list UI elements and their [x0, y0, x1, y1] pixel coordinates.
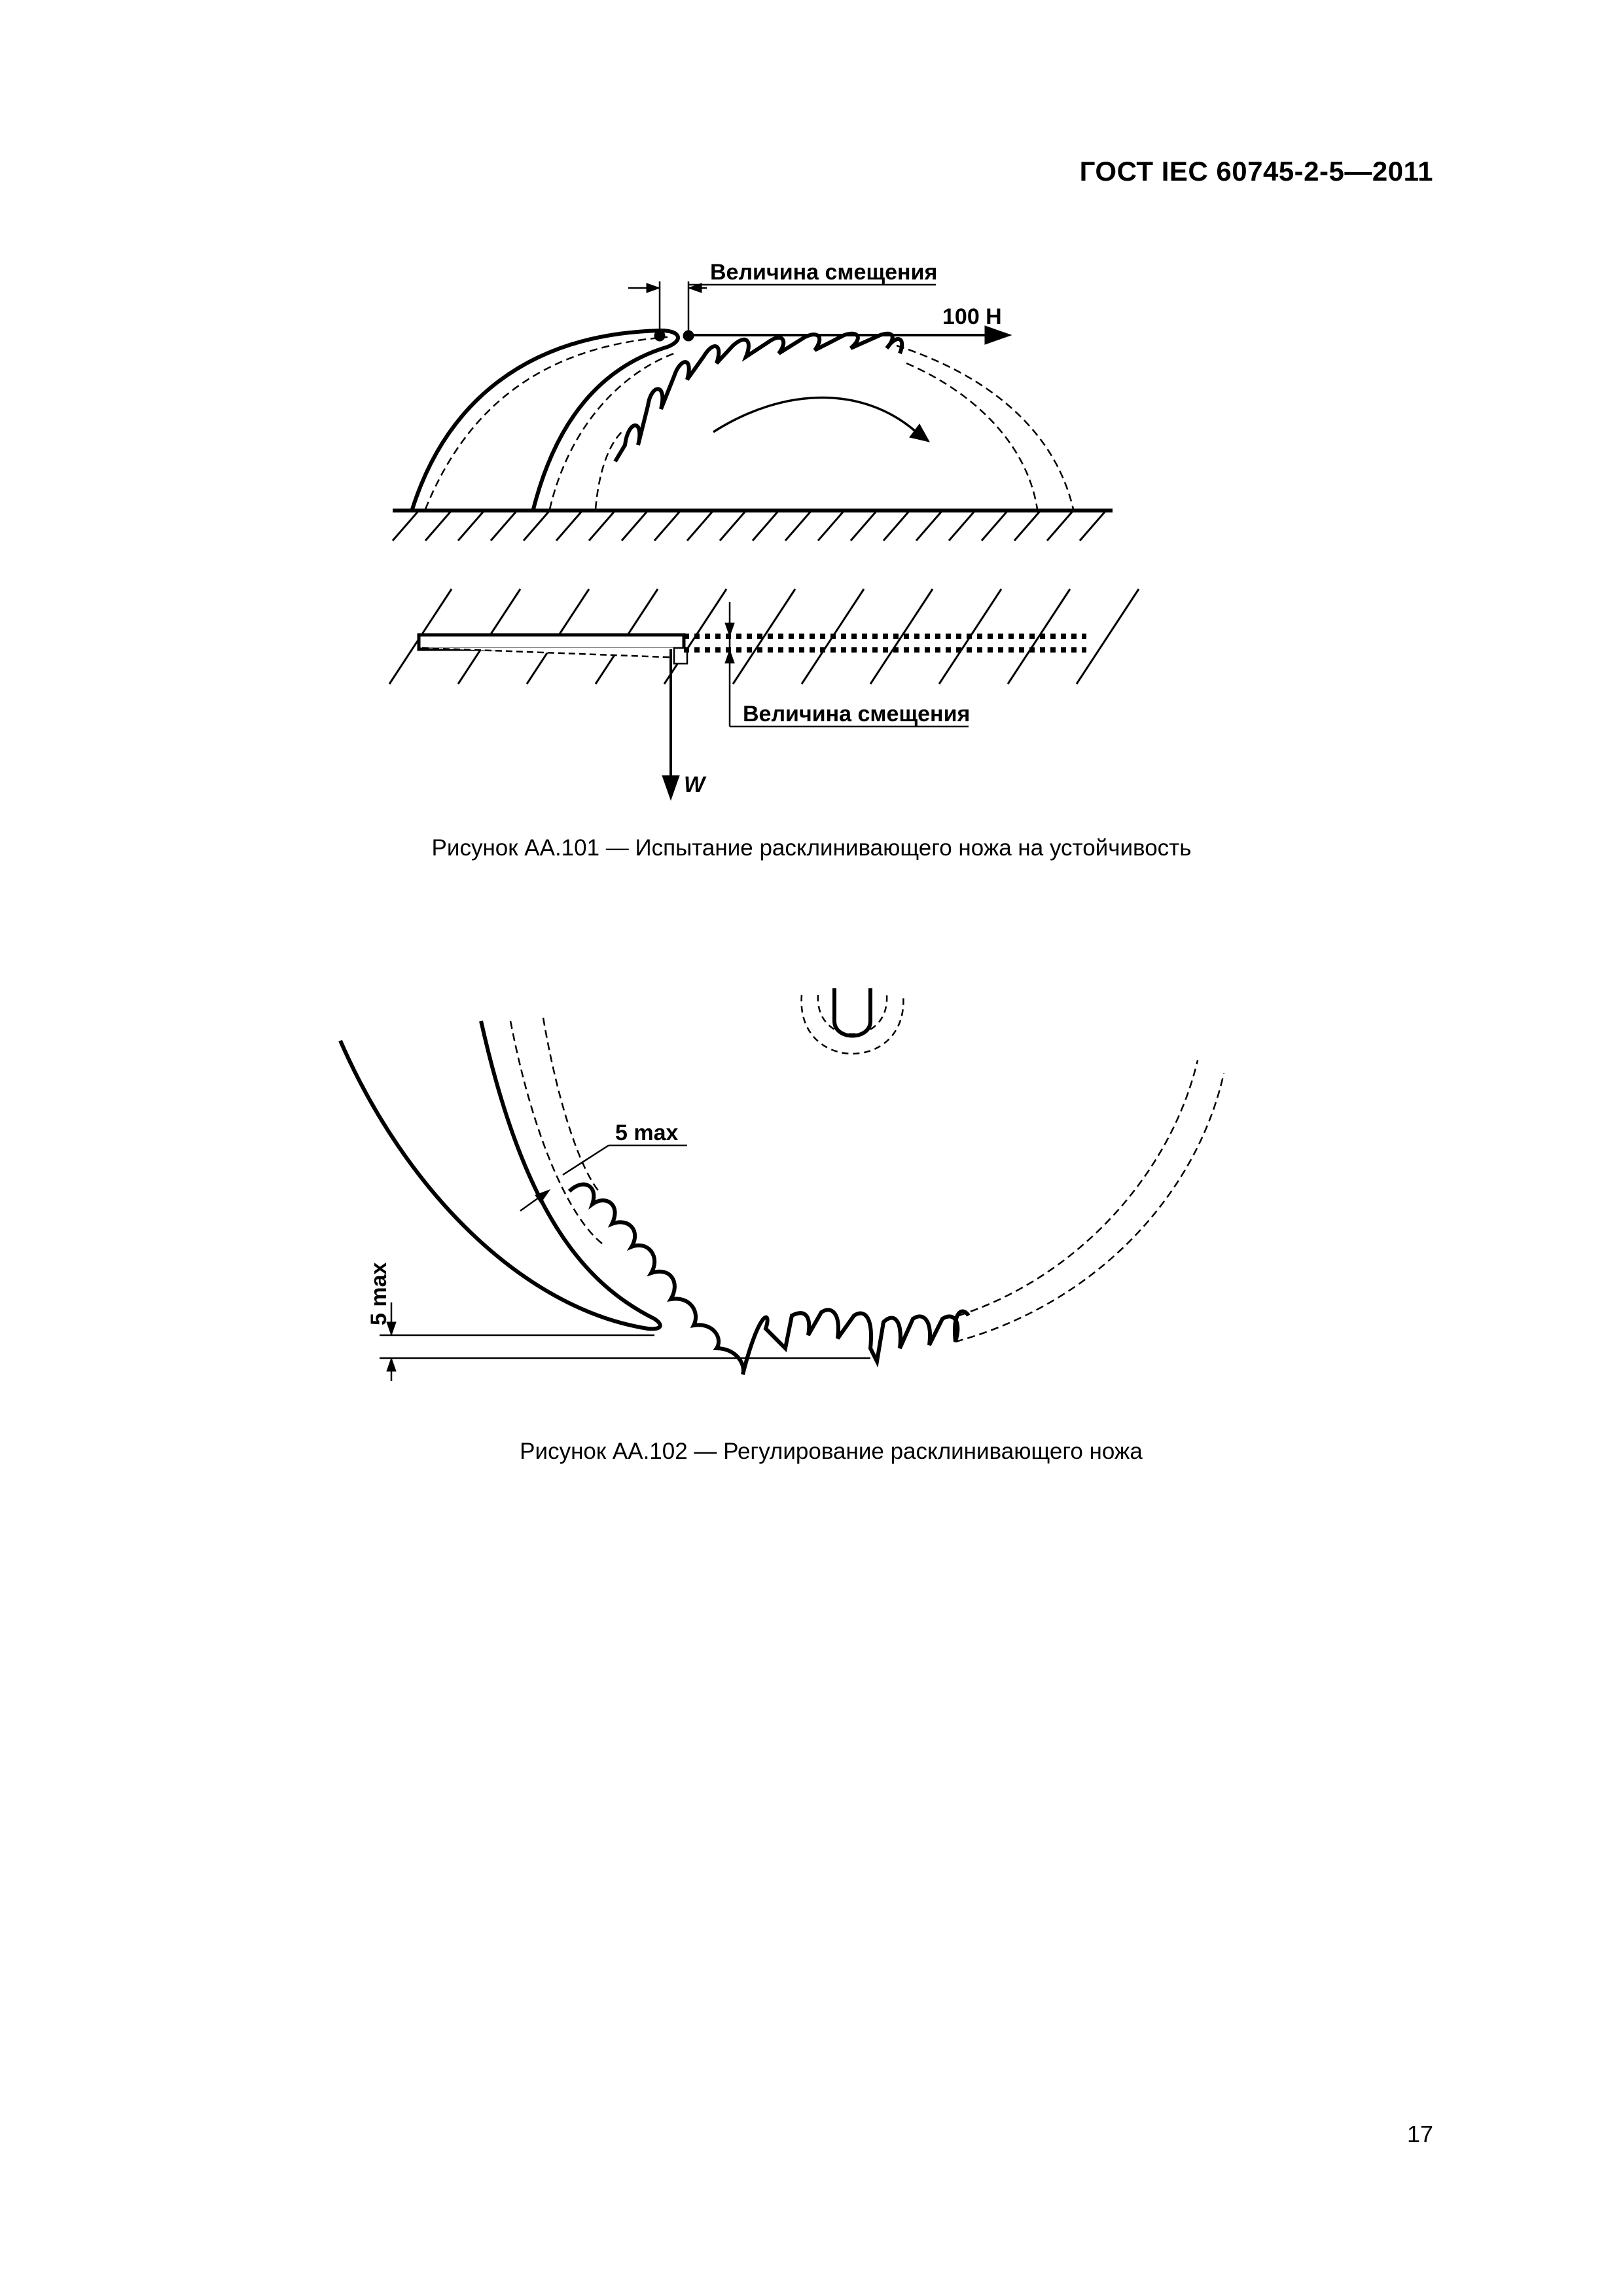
figure-aa101-caption: Рисунок АА.101 — Испытание расклинивающего ножа на устойчивость	[431, 835, 1192, 861]
figure-aa102-caption: Рисунок АА.102 — Регулирование расклинивающего ножа	[520, 1439, 1143, 1464]
document-code: ГОСТ IEC 60745-2-5—2011	[1079, 156, 1433, 187]
radial-gap-label: 5 max	[615, 1121, 679, 1145]
page-number: 17	[1406, 2121, 1433, 2147]
displacement-label-bottom: Величина смещения	[743, 702, 971, 726]
displacement-label-top: Величина смещения	[710, 260, 938, 285]
vertical-gap-label: 5 max	[366, 1262, 391, 1325]
arbor-slot	[834, 988, 870, 1036]
weight-label: W	[684, 772, 705, 797]
saw-blade-outline	[959, 1060, 1198, 1316]
saw-blade-teeth	[569, 1185, 969, 1374]
force-label: 100 Н	[942, 304, 1002, 329]
